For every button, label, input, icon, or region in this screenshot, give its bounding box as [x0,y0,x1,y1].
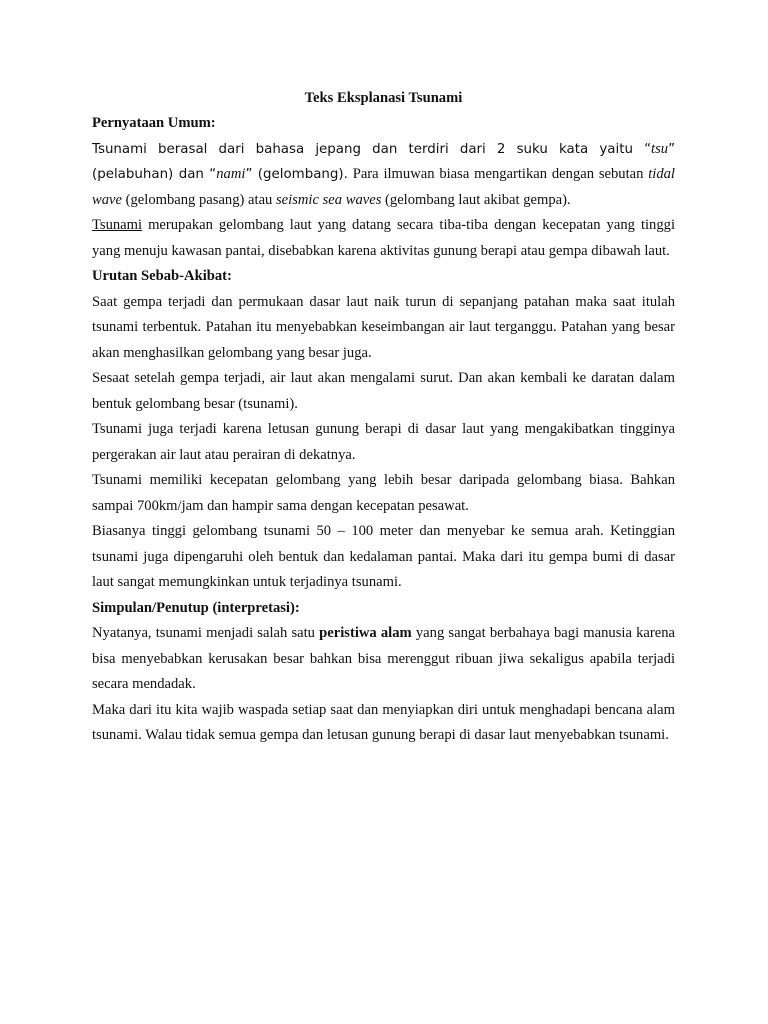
paragraph-sebab-4: Tsunami memiliki kecepatan gelombang yang lebih besar daripada gelombang biasa. Bahkan sampai 700km/jam dan hampir sama dengan kecepatan pesawat. [92,472,675,514]
text-run: Para ilmuwan biasa mengartikan dengan sebutan [347,166,649,182]
paragraph-sebab-1: Saat gempa terjadi dan permukaan dasar laut naik turun di sepanjang patahan maka saat itulah tsunami terbentuk. Patahan itu menyebabkan keseimbangan air laut terganggu. Patahan yang besar akan menghasilkan gelombang yang besar juga. [92,293,675,361]
section-heading-simpulan: Simpulan/Penutup (interpretasi): [92,599,300,616]
text-run: ” (pelabuhan) dan “ [92,141,675,182]
term-seismic-sea-waves: seismic sea waves [276,191,382,208]
text-run: yang sangat berbahaya bagi manusia karena bisa menyebabkan kerusakan besar bahkan bisa merenggut ribuan jiwa sekaligus apabila terjadi secara mendadak. [92,625,675,692]
document-page [92,86,675,749]
text-run: (gelombang laut akibat gempa). [381,191,571,208]
paragraph-simpulan-2: Maka dari itu kita wajib waspada setiap saat dan menyiapkan diri untuk menghadapi bencana alam tsunami. Walau tidak semua gempa dan letusan gunung berapi di dasar laut menyebabkan tsunami. [92,701,675,743]
term-tidal-wave: tidal wave [92,166,675,208]
underlined-term-tsunami: Tsunami [92,217,143,233]
paragraph-sebab-2: Sesaat setelah gempa terjadi, air laut akan mengalami surut. Dan akan kembali ke daratan dalam bentuk gelombang besar (tsunami). [92,370,675,412]
paragraph-sebab-3: Tsunami juga terjadi karena letusan gunung berapi di dasar laut yang mengakibatkan tingginya pergerakan air laut atau perairan di dekatnya. [92,421,675,463]
text-run: (gelombang pasang) atau [122,191,276,208]
term-tsu: tsu [651,140,669,157]
bold-term-peristiwa-alam: peristiwa alam [319,625,412,641]
paragraph-umum-1 [92,137,675,214]
text-run: merupakan gelombang laut yang datang secara tiba-tiba dengan kecepatan yang tinggi yang menuju kawasan pantai, disebabkan karena aktivitas gunung berapi atau gempa dibawah laut. [92,217,675,259]
section-heading-urutan-sebab-akibat: Urutan Sebab-Akibat: [92,268,232,284]
paragraph-simpulan-1 [92,621,675,698]
paragraph-sebab-5: Biasanya tinggi gelombang tsunami 50 – 100 meter dan menyebar ke semua arah. Ketinggian tsunami juga dipengaruhi oleh bentuk dan kedalaman pantai. Maka dari itu gempa bumi di dasar laut sangat memungkinkan untuk terjadinya tsunami. [92,523,675,590]
text-run: Nyatanya, tsunami menjadi salah satu [92,625,320,641]
section-heading-pernyataan-umum: Pernyataan Umum: [92,115,216,131]
text-run: ” (gelombang). [245,167,348,182]
document-title: Teks Eksplanasi Tsunami [304,90,463,106]
text-run: Tsunami berasal dari bahasa jepang dan terdiri dari 2 suku kata yaitu “ [92,141,652,157]
term-nami: nami [216,166,246,182]
paragraph-umum-2 [92,213,675,264]
